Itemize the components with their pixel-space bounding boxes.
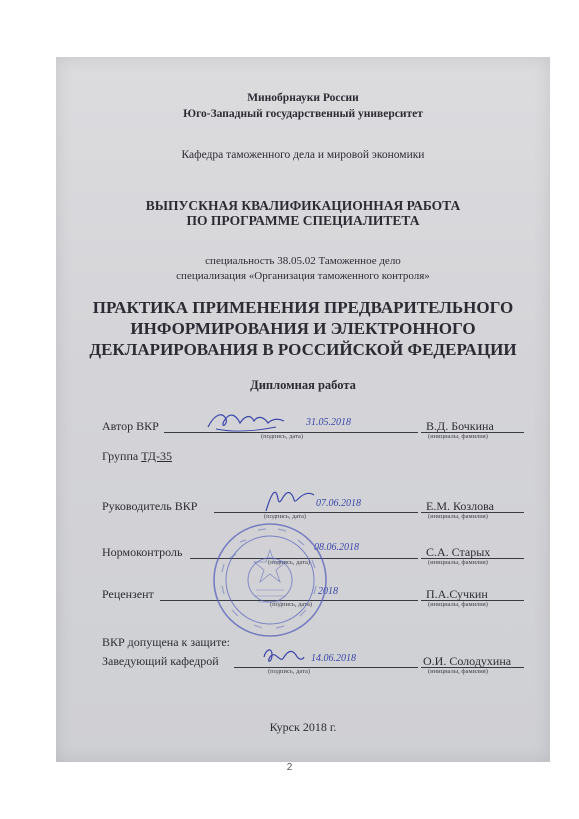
group-label: Группа <box>102 449 139 463</box>
supervisor-date: 07.06.2018 <box>316 498 361 509</box>
norm-control-name: С.А. Старых <box>426 545 491 559</box>
head-name: О.И. Солодухина <box>423 654 512 668</box>
head-sign-caption: (подпись, дата) <box>268 668 311 675</box>
norm-control-name-caption: (инициалы, фамилия) <box>428 559 488 566</box>
norm-control-sign-caption: (подпись, дата) <box>268 559 311 566</box>
reviewer-sign-caption: (подпись, дата) <box>270 601 313 608</box>
author-label: Автор ВКР <box>102 419 159 433</box>
supervisor-signature <box>262 485 318 515</box>
norm-control-date: 08.06.2018 <box>314 542 359 553</box>
reviewer-name-caption: (инициалы, фамилия) <box>428 601 488 608</box>
supervisor-name-caption: (инициалы, фамилия) <box>428 513 488 520</box>
thesis-title-line-1: ПРАКТИКА ПРИМЕНЕНИЯ ПРЕДВАРИТЕЛЬНОГО <box>92 298 514 317</box>
thesis-title-line-2: ИНФОРМИРОВАНИЯ И ЭЛЕКТРОННОГО <box>130 319 476 338</box>
author-date: 31.05.2018 <box>306 417 351 428</box>
supervisor-name: Е.М. Козлова <box>426 499 494 513</box>
head-signature <box>260 645 306 669</box>
head-date: 14.06.2018 <box>311 653 356 664</box>
university-name: Юго-Западный государственный университет <box>183 108 423 120</box>
author-name-caption: (инициалы, фамилия) <box>428 433 488 440</box>
work-type-line-2: ПО ПРОГРАММЕ СПЕЦИАЛИТЕТА <box>186 213 420 228</box>
department-name: Кафедра таможенного дела и мировой экономики <box>181 149 425 161</box>
author-signature <box>206 409 286 435</box>
document-kind: Дипломная работа <box>250 378 356 392</box>
page-number: 2 <box>286 762 293 773</box>
official-stamp <box>210 520 330 640</box>
ministry-name: Минобрнауки России <box>247 92 359 104</box>
norm-control-label: Нормоконтроль <box>102 545 183 559</box>
reviewer-label: Рецензент <box>102 587 154 601</box>
author-name: В.Д. Бочкина <box>426 419 494 433</box>
supervisor-sign-caption: (подпись, дата) <box>264 513 307 520</box>
group-row <box>102 449 172 464</box>
specialization: специализация «Организация таможенного контроля» <box>176 270 430 282</box>
author-sign-caption: (подпись, дата) <box>261 433 304 440</box>
work-type-line-1: ВЫПУСКНАЯ КВАЛИФИКАЦИОННАЯ РАБОТА <box>145 198 461 213</box>
admitted-to-defense: ВКР допущена к защите: <box>102 635 230 649</box>
supervisor-label: Руководитель ВКР <box>102 499 198 513</box>
thesis-title-line-3: ДЕКЛАРИРОВАНИЯ В РОССИЙСКОЙ ФЕДЕРАЦИИ <box>89 340 517 359</box>
scanned-title-page <box>56 57 550 762</box>
reviewer-date: 2018 <box>318 586 338 597</box>
head-name-caption: (инициалы, фамилия) <box>428 668 488 675</box>
head-of-department-label: Заведующий кафедрой <box>102 654 219 668</box>
reviewer-name: П.А.Сучкин <box>426 587 488 601</box>
city-year: Курск 2018 г. <box>269 720 337 734</box>
specialty: специальность 38.05.02 Таможенное дело <box>205 255 401 267</box>
group-value: ТД-35 <box>141 449 172 463</box>
